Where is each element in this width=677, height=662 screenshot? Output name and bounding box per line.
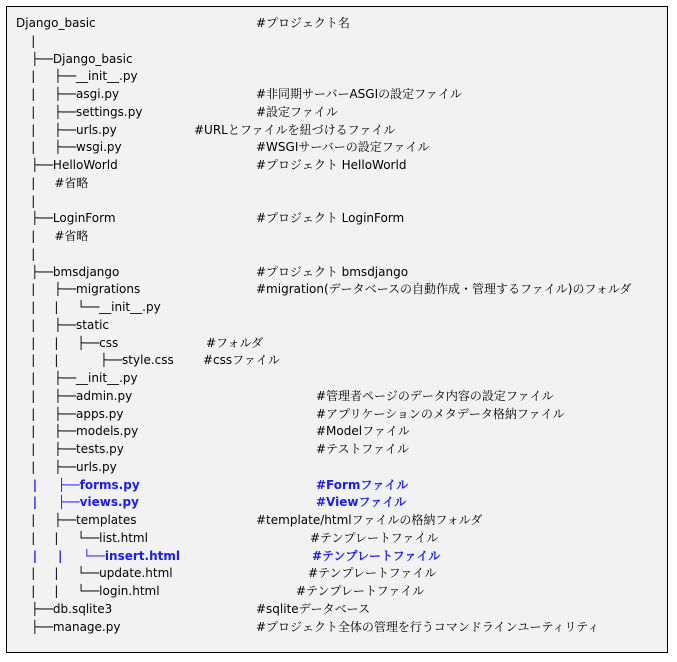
line-comment: #cssファイル	[203, 353, 280, 368]
tree-line: | ├──__init__.py	[16, 69, 138, 84]
tree-line: | ├──asgi.py	[16, 87, 120, 101]
line-comment: #Viewファイル	[316, 495, 407, 510]
tree-line: ├──HelloWorld	[16, 158, 118, 172]
line-comment: #テンプレートファイル	[308, 566, 437, 581]
tree-line: | ├──settings.py	[16, 104, 143, 119]
line-comment: #URLとファイルを紐づけるファイル	[194, 122, 396, 137]
tree-line: | #省略	[16, 229, 89, 243]
tree-line: | | ├──style.css	[16, 353, 174, 368]
line-comment: #template/htmlファイルの格納フォルダ	[256, 513, 483, 527]
line-comment: #プロジェクト LoginForm	[256, 211, 405, 226]
line-comment: #設定ファイル	[256, 104, 338, 119]
line-comment: #テンプレートファイル	[312, 548, 441, 563]
tree-line: | #省略	[16, 175, 89, 190]
line-comment: #テンプレートファイル	[310, 530, 439, 545]
tree-line: | ├──views.py	[16, 495, 139, 510]
tree-line: | ├──wsgi.py	[16, 140, 122, 155]
line-comment: #テンプレートファイル	[296, 584, 425, 598]
tree-line: | ├──apps.py	[16, 406, 124, 421]
tree-line: | | └──__init__.py	[16, 300, 161, 314]
line-comment: #プロジェクト HelloWorld	[256, 158, 407, 172]
tree-line: |	[16, 193, 36, 208]
line-comment: #Formファイル	[316, 477, 409, 492]
line-comment: #プロジェクト全体の管理を行うコマンドラインユーティリティ	[256, 619, 600, 634]
tree-line: | ├──admin.py	[16, 388, 133, 403]
line-comment: #sqliteデータベース	[256, 601, 371, 616]
line-comment: #プロジェクト bmsdjango	[256, 264, 409, 279]
tree-line: | ├──__init__.py	[16, 371, 138, 385]
tree-line: |	[16, 33, 36, 48]
line-comment: #テストファイル	[316, 442, 409, 456]
tree-line: |	[16, 246, 36, 261]
line-comment: #管理者ページのデータ内容の設定ファイル	[316, 388, 554, 403]
tree-line: Django_basic	[16, 16, 96, 30]
tree-line: | ├──migrations	[16, 282, 141, 297]
tree-line: | | ├──css	[16, 335, 119, 350]
tree-line: | | └──update.html	[16, 566, 173, 581]
line-comment: #非同期サーバーASGIの設定ファイル	[256, 87, 462, 101]
tree-line: | | └──insert.html	[16, 548, 180, 563]
line-comment: #フォルダ	[206, 335, 263, 350]
tree-line: | ├──tests.py	[16, 442, 124, 456]
tree-line: ├──db.sqlite3	[16, 601, 113, 616]
tree-line: ├──LoginForm	[16, 211, 116, 226]
tree-line: ├──manage.py	[16, 619, 121, 634]
line-comment: #アプリケーションのメタデータ格納ファイル	[316, 406, 565, 421]
tree-line: ├──bmsdjango	[16, 264, 120, 279]
tree-line: | ├──templates	[16, 513, 137, 527]
tree-line: | | └──list.html	[16, 530, 148, 545]
line-comment: #Modelファイル	[316, 424, 410, 439]
line-comment: #migration(データベースの自動作成・管理するファイル)のフォルダ	[256, 282, 632, 297]
tree-line: | ├──models.py	[16, 424, 139, 439]
tree-line: | | └──login.html	[16, 584, 160, 598]
tree-line: | ├──static	[16, 317, 109, 332]
line-comment: #WSGIサーバーの設定ファイル	[256, 140, 430, 155]
tree-line: | ├──forms.py	[16, 477, 140, 492]
tree-line: ├──Django_basic	[16, 51, 133, 66]
line-comment: #プロジェクト名	[256, 16, 350, 30]
tree-line: | ├──urls.py	[16, 459, 117, 474]
tree-line: | ├──urls.py	[16, 122, 117, 137]
